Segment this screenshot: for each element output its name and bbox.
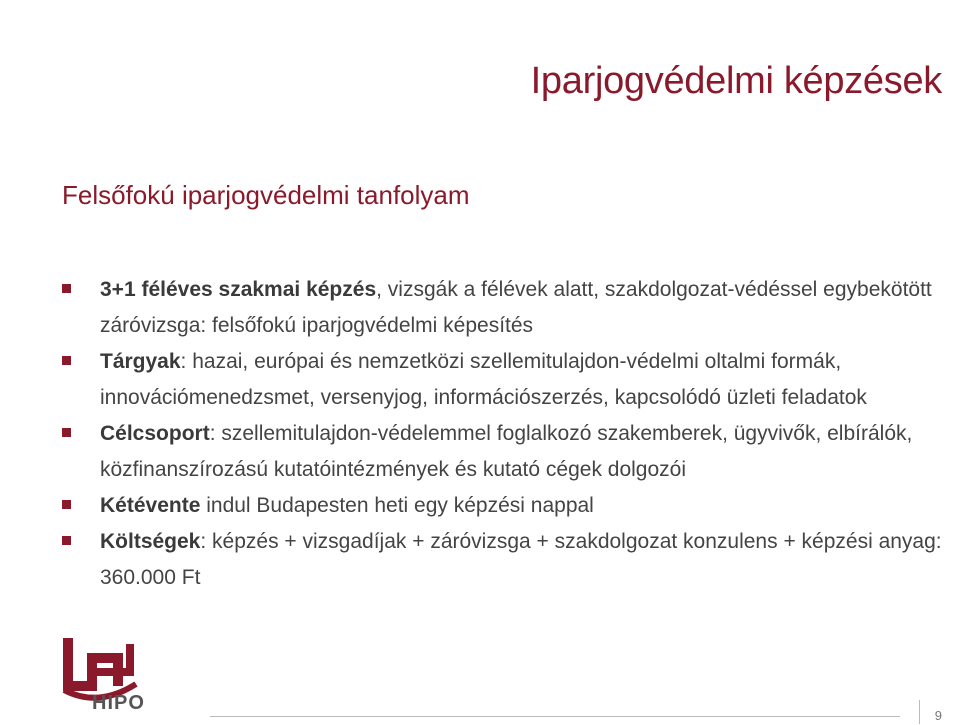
slide-subtitle: Felsőfokú iparjogvédelmi tanfolyam (62, 180, 470, 210)
bullet-heading: Költségek (100, 530, 201, 553)
bullet-text: : képzés + vizsgadíjak + záróvizsga + szakdolgozat konzulens + képzési anyag: 360.000 Ft (100, 530, 942, 589)
bullet-list (62, 272, 952, 596)
bullet-item (62, 488, 952, 524)
bullet-item (62, 344, 952, 416)
bullet-heading: Kétévente (100, 494, 201, 517)
bullet-heading: Célcsoport (100, 422, 210, 445)
logo-text: HIPO (92, 692, 145, 714)
footer-divider (210, 716, 900, 717)
page-number-box (919, 700, 942, 724)
square-bullet-icon (62, 536, 71, 545)
bullet-text: indul Budapesten heti egy képzési nappal (200, 494, 594, 517)
bullet-text: , vizsgák a félévek alatt, szakdolgozat-védéssel egybekötött záróvizsga: felsőfokú iparjogvédelmi képesítés (100, 278, 932, 337)
bullet-text: : hazai, európai és nemzetközi szellemitulajdon-védelmi oltalmi formák, innovációmenedzsmet, versenyjog, információszerzés, kapcsolódó üzleti feladatok (100, 350, 867, 409)
bullet-item (62, 416, 952, 488)
bullet-item (62, 272, 952, 344)
square-bullet-icon (62, 356, 71, 365)
bullet-item (62, 524, 952, 596)
bullet-heading: Tárgyak (100, 350, 181, 373)
square-bullet-icon (62, 500, 71, 509)
square-bullet-icon (62, 428, 71, 437)
page-number: 9 (934, 708, 942, 723)
slide-title: Iparjogvédelmi képzések (530, 60, 942, 102)
bullet-heading: 3+1 féléves szakmai képzés (100, 278, 377, 301)
bullet-text: : szellemitulajdon-védelemmel foglalkozó szakemberek, ügyvivők, elbírálók, közfinanszírozású kutatóintézmények és kutató cégek dolgozói (100, 422, 913, 481)
square-bullet-icon (62, 284, 71, 293)
